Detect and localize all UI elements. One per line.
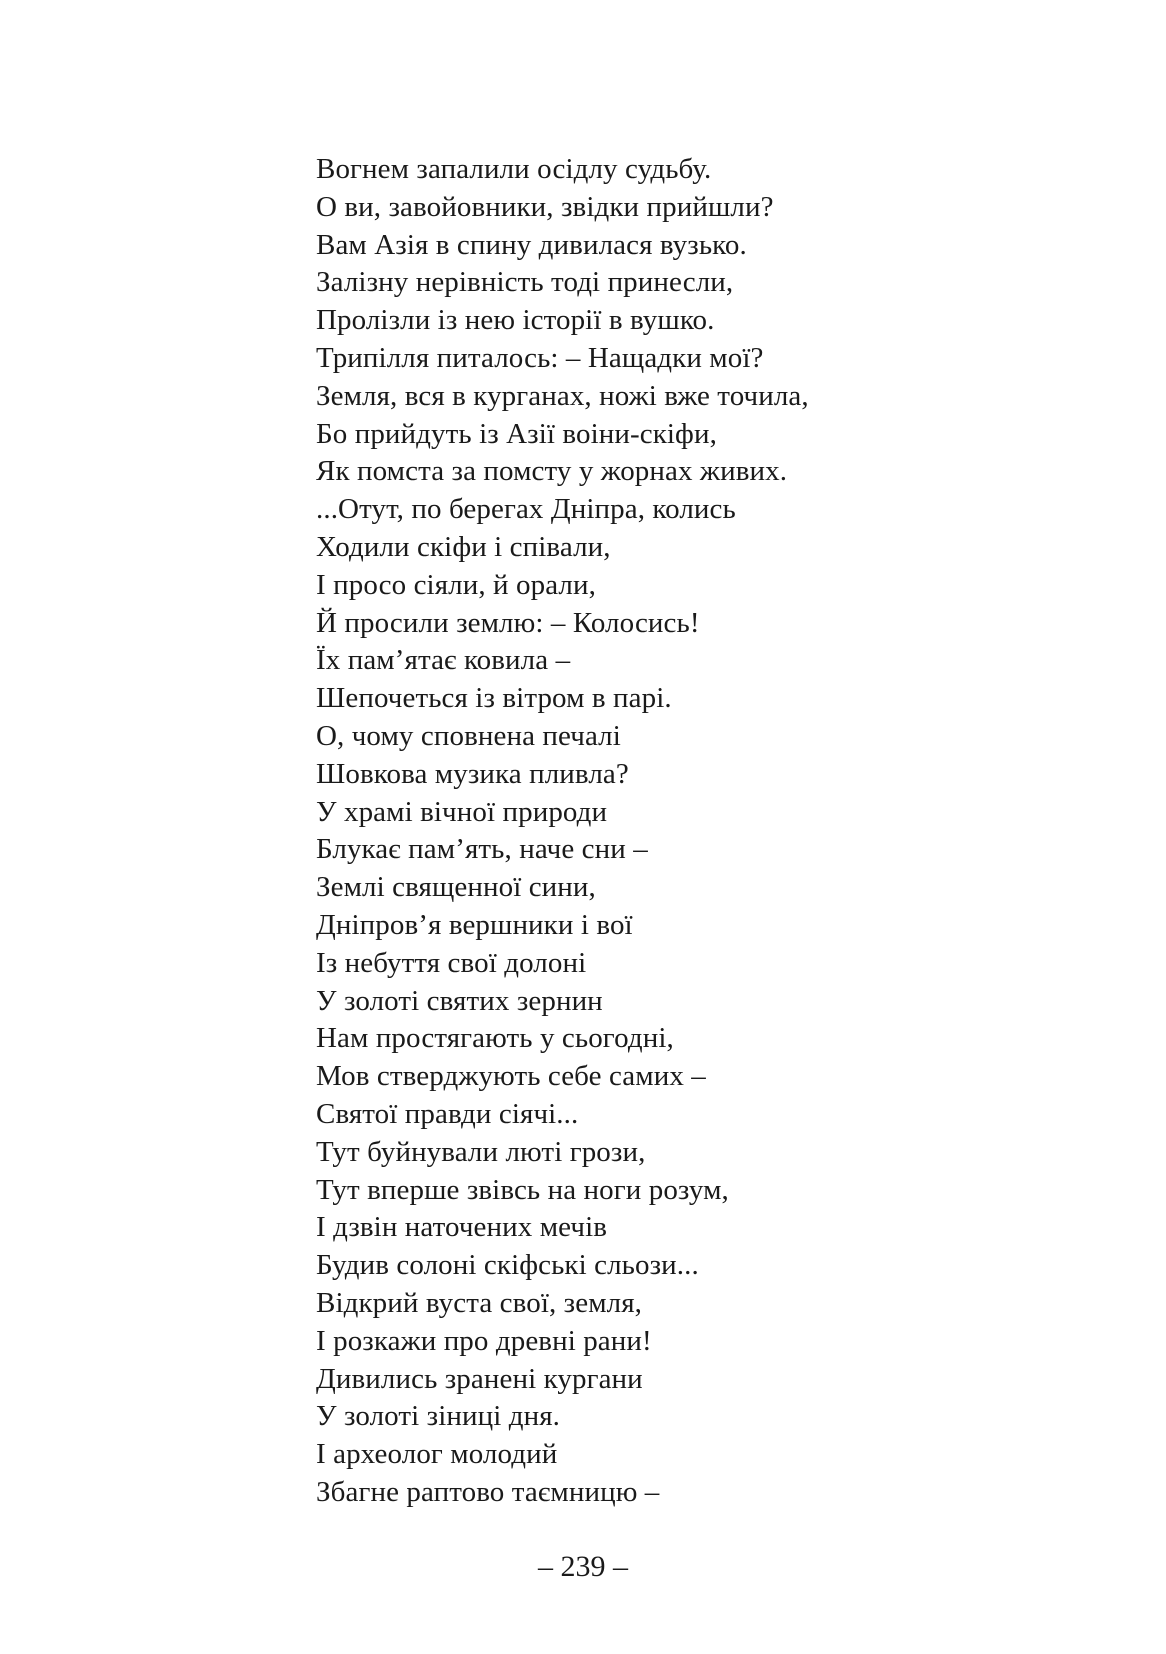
poem-line: Трипілля питалось: – Нащадки мої? <box>316 341 764 374</box>
poem-line: Тут буйнували люті грози, <box>316 1135 646 1168</box>
poem-line: Вогнем запалили осідлу судьбу. <box>316 153 712 185</box>
poem-line: О ви, завойовники, звідки прийшли? <box>316 190 774 223</box>
poem-line: Дивились зранені кургани <box>316 1362 643 1395</box>
poem-line: Пролізли із нею історії в вушко. <box>316 304 715 337</box>
poem-line: Землі священної сини, <box>316 871 596 904</box>
poem-line: Будив солоні скіфські сльози... <box>316 1249 699 1282</box>
poem-line: Шовкова музика пливла? <box>316 757 629 790</box>
poem-line: І просо сіяли, й орали, <box>316 568 596 601</box>
poem-line: Залізну нерівність тоді принесли, <box>316 266 734 299</box>
poem-line: Як помста за помсту у жорнах живих. <box>316 455 788 488</box>
poem-line: І розкажи про древні рани! <box>316 1324 652 1357</box>
poem-line: Дніпров’я вершники і вої <box>316 908 633 941</box>
poem-line: Ходили скіфи і співали, <box>316 530 611 563</box>
poem-line: У золоті святих зернин <box>316 984 603 1017</box>
poem-line: ...Отут, по берегах Дніпра, колись <box>316 493 736 526</box>
poem-line: Із небуття свої долоні <box>316 946 587 979</box>
poem-line: Земля, вся в курганах, ножі вже точила, <box>316 379 809 412</box>
poem-line: Святої правди сіячі... <box>316 1097 579 1130</box>
poem-text <box>316 151 809 1512</box>
poem-line: І дзвін наточених мечів <box>316 1211 608 1244</box>
poem-line: О, чому сповнена печалі <box>316 719 621 752</box>
poem-line: Блукає пам’ять, наче сни – <box>316 833 648 866</box>
poem-line: Відкрий вуста свої, земля, <box>316 1286 643 1319</box>
poem-line: І археолог молодий <box>316 1438 558 1471</box>
poem-line: Тут вперше звівсь на ноги розум, <box>316 1173 729 1206</box>
poem-line: Шепочеться із вітром в парі. <box>316 682 672 715</box>
poem-line: Збагне раптово таємницю – <box>316 1475 660 1508</box>
poem-line: Бо прийдуть із Азії воіни-скіфи, <box>316 417 717 450</box>
poem-line: Й просили землю: – Колосись! <box>316 606 700 639</box>
poem-line: Їх пам’ятає ковила – <box>316 644 571 677</box>
poem-line: Вам Азія в спину дивилася вузько. <box>316 228 747 261</box>
poem-line: У золоті зіниці дня. <box>316 1400 560 1433</box>
poem-line: Нам простягають у сьогодні, <box>316 1022 674 1055</box>
page-number: – 239 – <box>538 1550 628 1583</box>
poem-line: Мов стверджують себе самих – <box>316 1060 706 1093</box>
poem-line: У храмі вічної природи <box>316 795 608 828</box>
